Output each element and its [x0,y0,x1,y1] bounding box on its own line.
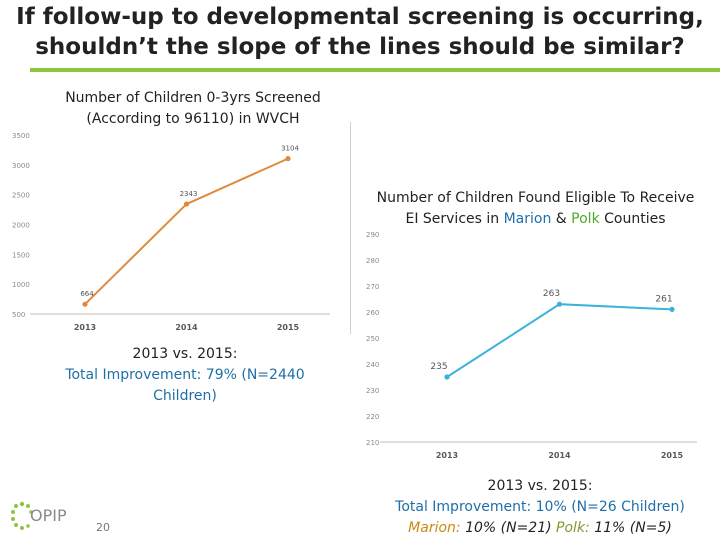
right-summary [375,476,705,539]
eligible-y-tick-0: 210 [366,439,380,447]
right-chart-title-amp: & [551,211,572,227]
eligible-y-tick-8: 290 [366,231,380,239]
slide-title-line-2: shouldn’t the slope of the lines should be similar? [35,34,685,60]
left-summary [20,344,350,407]
title-underline [30,68,720,72]
eligible-series-line [447,304,672,377]
eligible-y-tick-3: 240 [366,361,380,369]
logo-text: OPIP [30,506,67,525]
screened-series-line [85,159,288,305]
left-summary-line-1: 2013 vs. 2015: [132,346,238,362]
eligible-x-tick-2014: 2014 [548,451,571,460]
slide-title-line-1: If follow-up to developmental screening is occurring, [16,4,704,30]
right-chart-title-prefix: EI Services in [405,211,504,227]
eligible-data-label-2013: 235 [430,362,448,372]
eligible-y-tick-7: 280 [366,257,380,265]
eligible-x-tick-2013: 2013 [435,451,459,460]
left-summary-line-3: Children) [153,388,217,404]
summary-polk-label: Polk: [556,520,590,536]
screened-x-tick-2013: 2013 [73,323,97,332]
eligible-y-tick-6: 270 [366,283,380,291]
screened-data-label-2014: 2343 [179,190,198,199]
eligible-y-tick-5: 260 [366,309,380,317]
eligible-point-2013 [444,374,449,379]
screened-y-tick-4: 2500 [12,191,30,200]
screened-y-tick-1: 1000 [12,281,30,290]
eligible-x-tick-2015: 2015 [660,451,684,460]
screened-point-2013 [82,302,87,307]
screened-point-2015 [285,156,290,161]
right-summary-line-3 [375,518,705,539]
summary-polk-value: 11% (N=5) [594,520,672,536]
screened-y-tick-2: 1500 [12,251,30,260]
eligible-point-2015 [669,307,674,312]
page-number: 20 [96,521,110,534]
screened-y-tick-0: 500 [12,311,26,319]
slide-title [0,2,720,62]
screened-data-label-2013: 664 [80,290,94,299]
right-summary-line-2: Total Improvement: 10% (N=26 Children) [395,499,685,515]
eligible-data-label-2014: 263 [542,289,561,300]
eligible-line-chart [352,226,712,466]
right-summary-line-1: 2013 vs. 2015: [487,478,593,494]
right-chart-title-line-1: Number of Children Found Eligible To Receive [376,190,695,206]
eligible-point-2014 [557,302,562,307]
screened-x-tick-2014: 2014 [175,323,198,332]
right-chart-title [358,188,713,230]
left-chart-border [350,122,351,334]
screened-data-label-2015: 3104 [281,144,299,153]
summary-marion-value: 10% (N=21) [465,520,552,536]
screened-y-tick-5: 3000 [12,161,30,170]
right-chart-title-marion: Marion [503,211,552,227]
left-chart-title-line-2: (According to 96110) in WVCH [86,111,300,127]
screened-y-tick-3: 2000 [12,221,30,230]
left-summary-line-2: Total Improvement: 79% (N=2440 [65,367,305,383]
right-chart-title-polk: Polk [571,211,600,227]
screened-x-tick-2015: 2015 [276,323,300,332]
screened-point-2014 [184,201,189,206]
eligible-data-label-2015: 261 [655,294,673,305]
eligible-y-tick-2: 230 [366,387,380,395]
right-chart-title-suffix: Counties [599,211,666,227]
left-chart-title-line-1: Number of Children 0-3yrs Screened [65,90,321,106]
eligible-y-tick-1: 220 [366,413,380,421]
screened-line-chart [0,120,340,335]
screened-y-tick-6: 3500 [12,132,30,140]
summary-marion-label: Marion: [408,520,461,536]
eligible-y-tick-4: 250 [366,335,380,343]
